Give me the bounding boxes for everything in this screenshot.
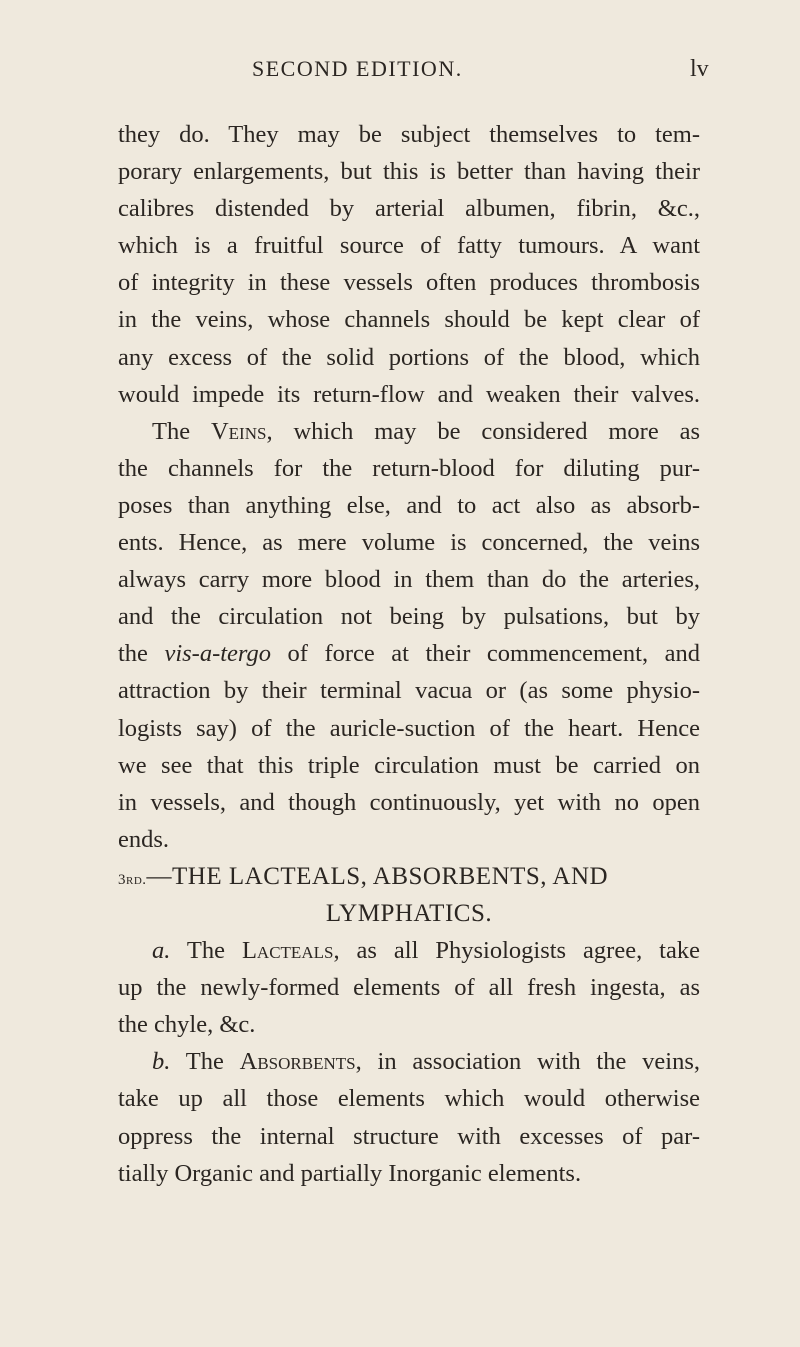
term-veins: Veins bbox=[210, 417, 267, 445]
text-line: poses than anything else, and to act also as absorb- bbox=[118, 491, 700, 519]
text-line: of integrity in these vessels often produces thrombosis bbox=[118, 269, 700, 297]
running-title: SECOND EDITION. bbox=[252, 56, 463, 81]
text-line: calibres distended by arterial albumen, fibrin, &c., bbox=[118, 195, 700, 223]
text-run: , as all Physiologists agree, take bbox=[333, 937, 700, 965]
text-run: the bbox=[118, 640, 165, 668]
text-line: attraction by their terminal vacua or (as some physio- bbox=[118, 677, 700, 705]
text-line bbox=[118, 635, 700, 672]
text-run: The bbox=[170, 1048, 240, 1076]
text-line: ents. Hence, as mere volume is concerned, the veins bbox=[118, 529, 700, 557]
page-number: lv bbox=[690, 56, 709, 82]
text-line: would impede its return-flow and weaken their valves. bbox=[118, 380, 700, 408]
text-line: and the circulation not being by pulsations, but by bbox=[118, 603, 700, 631]
body-text bbox=[118, 116, 700, 1192]
text-run: The bbox=[170, 937, 242, 965]
text-line: tially Organic and partially Inorganic elements. bbox=[118, 1159, 582, 1187]
text-line: logists say) of the auricle-suction of the heart. Hence bbox=[118, 714, 700, 742]
text-line: take up all those elements which would otherwise bbox=[118, 1085, 700, 1113]
text-run: , in association with the veins, bbox=[355, 1048, 700, 1076]
text-line: we see that this triple circulation must be carried on bbox=[118, 751, 700, 779]
section-heading-continued: LYMPHATICS. bbox=[325, 899, 493, 927]
section-title: —THE LACTEALS, ABSORBENTS, AND bbox=[146, 862, 609, 890]
section-number: 3rd. bbox=[118, 871, 147, 888]
item-label: b. bbox=[152, 1048, 171, 1076]
section-heading bbox=[118, 858, 700, 895]
text-line: always carry more blood in them than do the arteries, bbox=[118, 566, 700, 594]
text-line: which is a fruitful source of fatty tumours. A want bbox=[118, 232, 700, 260]
text-line: any excess of the solid portions of the blood, which bbox=[118, 343, 700, 371]
text-run: The bbox=[152, 417, 211, 445]
term-absorbents: Absorbents bbox=[239, 1048, 356, 1076]
item-label: a. bbox=[152, 937, 171, 965]
text-line: they do. They may be subject themselves to tem- bbox=[118, 121, 700, 148]
term-lacteals: Lacteals bbox=[241, 937, 334, 965]
veins-paragraph-line bbox=[118, 413, 700, 450]
item-b-line bbox=[118, 1043, 700, 1080]
text-run: of force at their commencement, and bbox=[271, 640, 701, 668]
text-line: ends. bbox=[118, 825, 170, 853]
text-line: in the veins, whose channels should be kept clear of bbox=[118, 306, 700, 334]
text-run: , which may be considered more as bbox=[266, 417, 700, 445]
item-a-line bbox=[118, 932, 700, 969]
text-line: the chyle, &c. bbox=[118, 1011, 256, 1039]
text-line: oppress the internal structure with excesses of par- bbox=[118, 1122, 700, 1150]
text-line: up the newly-formed elements of all fresh ingesta, as bbox=[118, 974, 700, 1002]
text-line: in vessels, and though continuously, yet with no open bbox=[118, 788, 700, 816]
italic-term: vis-a-tergo bbox=[164, 640, 272, 668]
text-line: the channels for the return-blood for diluting pur- bbox=[118, 454, 700, 482]
text-line: porary enlargements, but this is better than having their bbox=[118, 158, 700, 186]
running-head bbox=[0, 56, 800, 96]
